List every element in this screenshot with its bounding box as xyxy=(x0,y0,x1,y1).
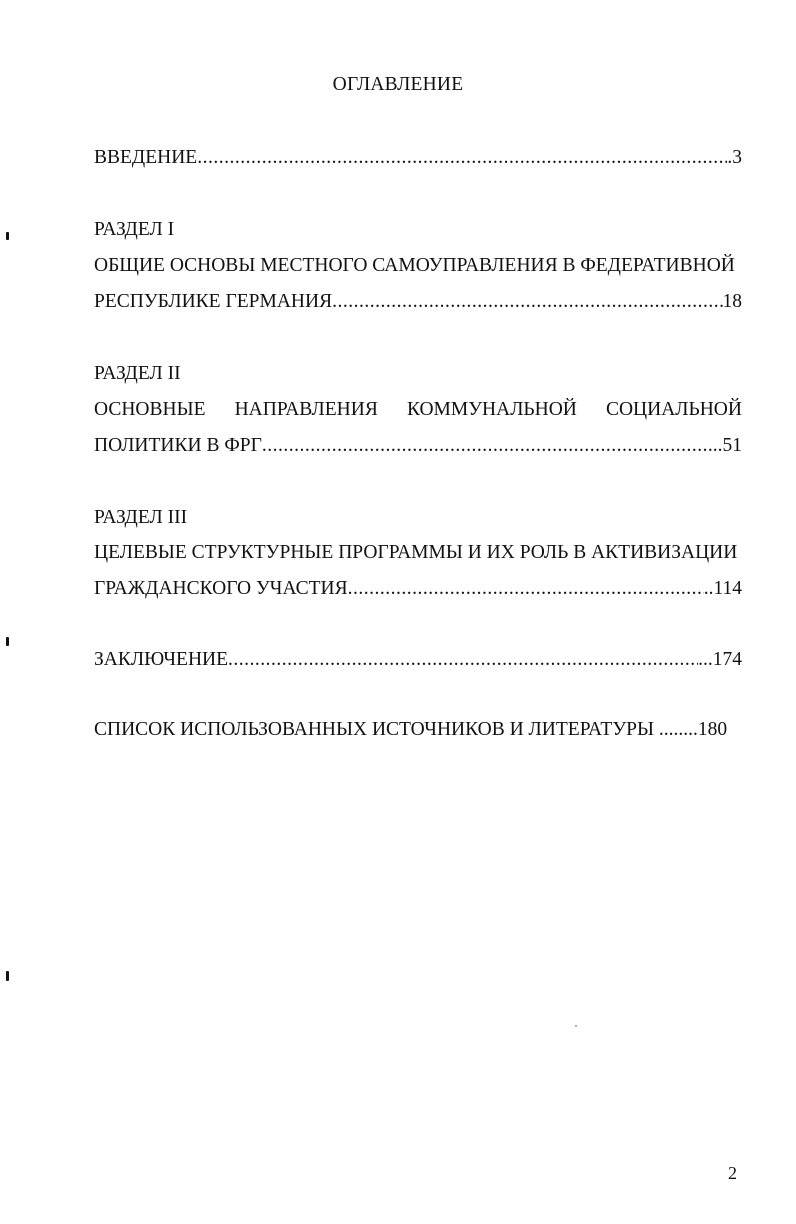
section-2-heading: РАЗДЕЛ II xyxy=(94,363,181,384)
entry-label: ПОЛИТИКИ В ФРГ xyxy=(94,435,262,456)
title-word: КОММУНАЛЬНОЙ xyxy=(406,399,577,420)
title-word: ОСНОВНЫЕ xyxy=(94,399,206,420)
page-title: ОГЛАВЛЕНИЕ xyxy=(332,74,464,95)
section-1-title-line1: ОБЩИЕ ОСНОВЫ МЕСТНОГО САМОУПРАВЛЕНИЯ В ФЕДЕРАТИВНОЙ xyxy=(94,255,735,276)
entry-label: ВВЕДЕНИЕ xyxy=(94,147,198,168)
toc-entry-section-2[interactable] xyxy=(94,434,742,458)
entry-page: ..114 xyxy=(703,578,742,599)
section-3-title-line1: ЦЕЛЕВЫЕ СТРУКТУРНЫЕ ПРОГРАММЫ И ИХ РОЛЬ В АКТИВИЗАЦИИ xyxy=(94,542,738,563)
entry-label: СПИСОК ИСПОЛЬЗОВАННЫХ ИСТОЧНИКОВ И ЛИТЕРАТУРЫ xyxy=(94,719,654,740)
toc-entry-section-1[interactable] xyxy=(94,290,742,314)
entry-label: ЗАКЛЮЧЕНИЕ xyxy=(94,649,229,670)
scan-artifact xyxy=(6,232,9,240)
scan-artifact xyxy=(575,1025,577,1027)
dot-leader xyxy=(332,290,722,314)
dot-leader xyxy=(348,577,704,601)
title-word: СОЦИАЛЬНОЙ xyxy=(605,399,742,420)
entry-label: ГРАЖДАНСКОГО УЧАСТИЯ xyxy=(94,578,348,599)
toc-entry-sources[interactable] xyxy=(94,718,742,742)
section-1-heading: РАЗДЕЛ I xyxy=(94,219,175,240)
dot-leader xyxy=(197,146,727,170)
entry-page: 18 xyxy=(722,291,742,312)
section-2-title-line1 xyxy=(94,398,742,422)
toc-entry-section-3[interactable] xyxy=(94,577,742,601)
toc-entry-conclusion[interactable] xyxy=(94,648,742,672)
page-number: 2 xyxy=(728,1163,737,1183)
entry-page: ........180 xyxy=(653,719,728,740)
toc-entry-introduction[interactable] xyxy=(94,146,742,170)
section-3-heading: РАЗДЕЛ III xyxy=(94,507,188,528)
entry-page: .3 xyxy=(727,147,742,168)
scan-artifact xyxy=(6,637,9,646)
dot-leader xyxy=(262,434,708,458)
scan-artifact xyxy=(6,971,9,981)
entry-page: ...51 xyxy=(707,435,742,456)
entry-page: ...174 xyxy=(698,649,742,670)
entry-label: РЕСПУБЛИКЕ ГЕРМАНИЯ xyxy=(94,291,333,312)
dot-leader xyxy=(228,648,698,672)
title-word: НАПРАВЛЕНИЯ xyxy=(234,399,378,420)
